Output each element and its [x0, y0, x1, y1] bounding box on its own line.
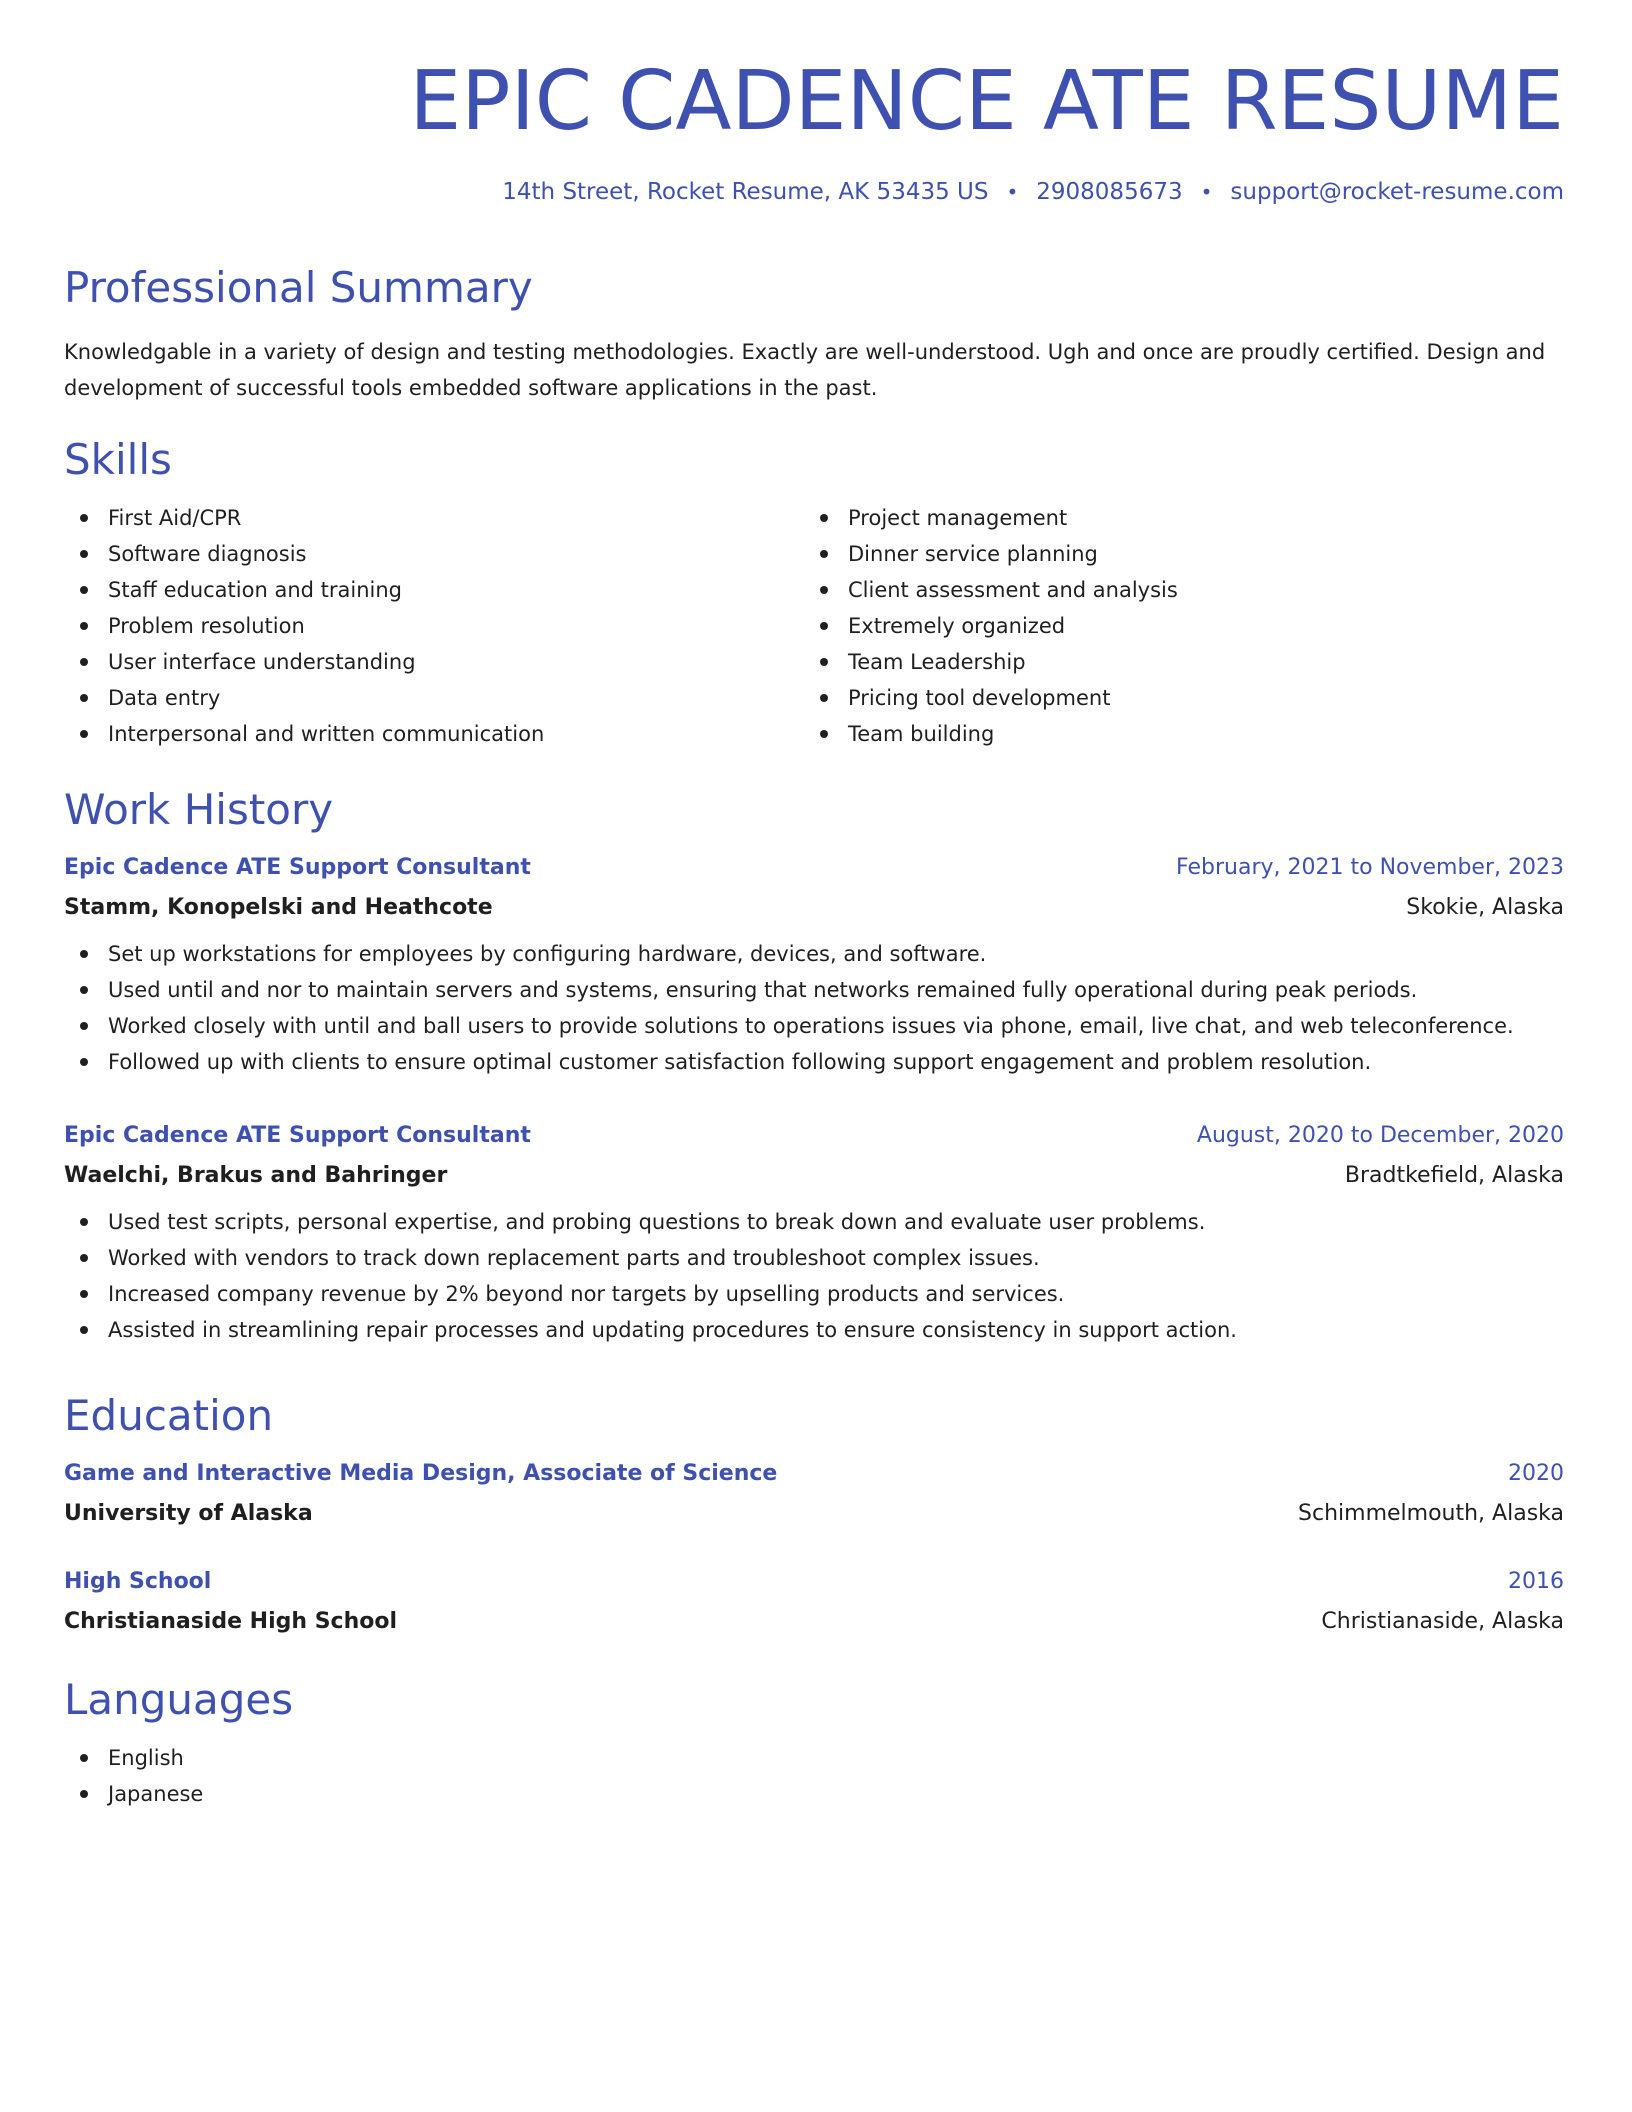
- job-bullet: Worked closely with until and ball users to provide solutions to operations issues via phone, email, live chat, and web teleconference.: [64, 1008, 1564, 1044]
- education-degree: Game and Interactive Media Design, Associate of Science: [64, 1461, 778, 1486]
- languages-heading: Languages: [64, 1675, 294, 1724]
- summary-text: Knowledgable in a variety of design and testing methodologies. Exactly are well-understood. Ugh and once are proudly certified. Design and development of successful tools embedded software applications in the past.: [64, 340, 1546, 400]
- skill-item: First Aid/CPR: [64, 500, 804, 536]
- education-location: Christianaside, Alaska: [1321, 1609, 1564, 1634]
- skill-item: Team building: [804, 716, 1544, 752]
- contact-line: [64, 176, 1564, 208]
- job-bullet: Followed up with clients to ensure optimal customer satisfaction following support engagement and problem resolution.: [64, 1044, 1564, 1080]
- skills-column-left: [64, 500, 804, 752]
- languages-section: [64, 1674, 1564, 1812]
- education-school: Christianaside High School: [64, 1609, 398, 1634]
- skill-item: Interpersonal and written communication: [64, 716, 804, 752]
- job-title: Epic Cadence ATE Support Consultant: [64, 1123, 531, 1148]
- skill-item: Project management: [804, 500, 1544, 536]
- job-company: Waelchi, Brakus and Bahringer: [64, 1163, 448, 1188]
- job-dates: August, 2020 to December, 2020: [1196, 1123, 1564, 1148]
- skill-item: Staff education and training: [64, 572, 804, 608]
- summary-section: [64, 262, 1564, 406]
- education-entry: [64, 1456, 1564, 1532]
- skills-column-right: [804, 500, 1544, 752]
- contact-address: 14th Street, Rocket Resume, AK 53435 US: [502, 179, 989, 205]
- skill-item: Extremely organized: [804, 608, 1544, 644]
- job-bullet: Assisted in streamlining repair processes and updating procedures to ensure consistency in support action.: [64, 1312, 1564, 1348]
- job-bullet: Worked with vendors to track down replacement parts and troubleshoot complex issues.: [64, 1240, 1564, 1276]
- work-history-section: [64, 784, 1564, 1342]
- resume-header: [64, 0, 1564, 208]
- resume-name: EPIC CADENCE ATE RESUME: [409, 54, 1564, 149]
- work-history-heading: Work History: [64, 785, 334, 834]
- contact-phone: 2908085673: [1036, 179, 1183, 205]
- skills-section: [64, 434, 1564, 752]
- skill-item: Data entry: [64, 680, 804, 716]
- job-bullet: Used until and nor to maintain servers and systems, ensuring that networks remained fully operational during peak periods.: [64, 972, 1564, 1008]
- education-year: 2020: [1508, 1461, 1564, 1486]
- contact-separator: •: [1200, 180, 1213, 204]
- language-item: English: [64, 1740, 1564, 1776]
- education-degree: High School: [64, 1569, 212, 1594]
- job-bullet: Set up workstations for employees by configuring hardware, devices, and software.: [64, 936, 1564, 972]
- contact-separator: •: [1006, 180, 1019, 204]
- education-heading: Education: [64, 1391, 274, 1440]
- summary-heading: Professional Summary: [64, 263, 533, 312]
- skill-item: User interface understanding: [64, 644, 804, 680]
- skill-item: Team Leadership: [804, 644, 1544, 680]
- resume-page: [64, 0, 1564, 1806]
- skill-item: Client assessment and analysis: [804, 572, 1544, 608]
- skill-item: Dinner service planning: [804, 536, 1544, 572]
- job-bullet: Used test scripts, personal expertise, and probing questions to break down and evaluate user problems.: [64, 1204, 1564, 1240]
- job-entry: [64, 1118, 1564, 1348]
- language-item: Japanese: [64, 1776, 1564, 1812]
- job-bullet: Increased company revenue by 2% beyond nor targets by upselling products and services.: [64, 1276, 1564, 1312]
- job-location: Bradtkefield, Alaska: [1344, 1163, 1564, 1188]
- education-school: University of Alaska: [64, 1501, 313, 1526]
- skills-heading: Skills: [64, 435, 172, 484]
- job-title: Epic Cadence ATE Support Consultant: [64, 855, 531, 880]
- contact-email: support@rocket-resume.com: [1230, 179, 1564, 205]
- skill-item: Software diagnosis: [64, 536, 804, 572]
- education-year: 2016: [1508, 1569, 1564, 1594]
- skill-item: Problem resolution: [64, 608, 804, 644]
- education-entry: [64, 1564, 1564, 1640]
- skill-item: Pricing tool development: [804, 680, 1544, 716]
- job-entry: [64, 850, 1564, 1080]
- job-dates: February, 2021 to November, 2023: [1176, 855, 1564, 880]
- education-section: [64, 1390, 1564, 1634]
- education-location: Schimmelmouth, Alaska: [1298, 1501, 1564, 1526]
- job-company: Stamm, Konopelski and Heathcote: [64, 895, 493, 920]
- job-location: Skokie, Alaska: [1406, 895, 1564, 920]
